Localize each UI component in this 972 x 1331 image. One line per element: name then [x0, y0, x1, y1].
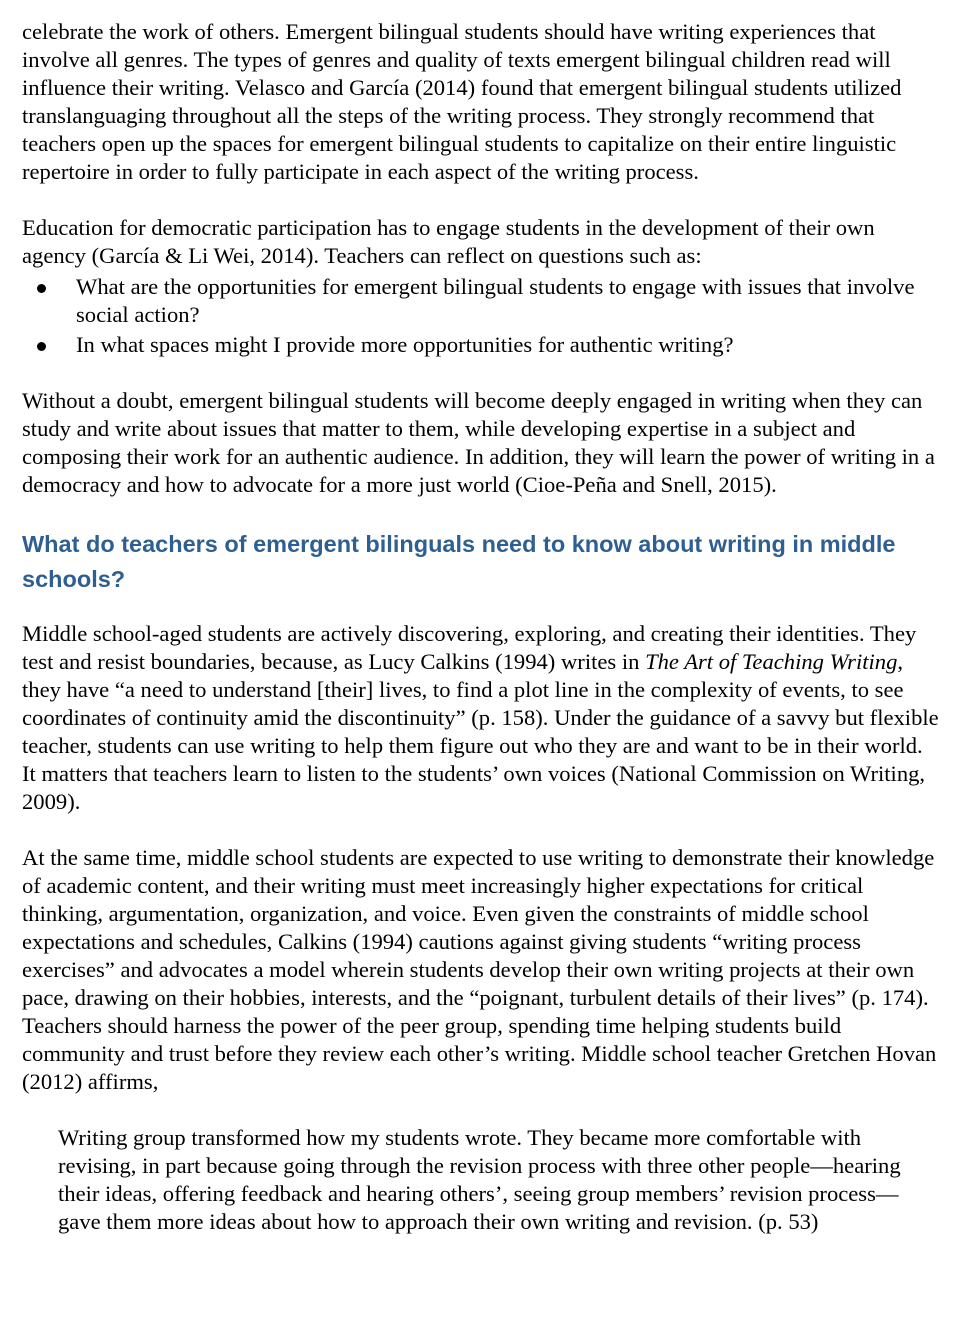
bullet-icon — [37, 284, 46, 293]
paragraph-text-end: , they have “a need to understand [their] lives, to find a plot line in the complexity of events, to see coordinates of continuity amid the discontinuity” (p. 158). Under the guidance of a savvy but flexible teacher, students can use writing to help them figure out who they are and want to be in their world. It matters that teachers learn to listen to the students’ own voices (National Commission on Writing, 2009). — [22, 649, 939, 814]
section-heading: What do teachers of emergent bilinguals need to know about writing in middle schools? — [22, 531, 896, 592]
book-title: The Art of Teaching Writing — [645, 649, 898, 674]
block-quote: Writing group transformed how my students wrote. They became more comfortable with revising, in part because going through the revision process with three other people—hearing their ideas, offering feedback and hearing others’, seeing group members’ revision process—gave them more ideas about how to approach their own writing and revision. (p. 53) — [58, 1125, 901, 1234]
reflection-questions-list — [22, 273, 942, 359]
paragraph-academic-expectations: At the same time, middle school students are expected to use writing to demonstrate their knowledge of academic content, and their writing must meet increasingly higher expectations for critical thinking, argumentation, organization, and voice. Even given the constraints of middle school expectations and schedules, Calkins (1994) cautions against giving students “writing process exercises” and advocates a model wherein students develop their own writing projects at their own pace, drawing on their hobbies, interests, and the “poignant, turbulent details of their lives” (p. 174). Teachers should harness the power of the peer group, spending time helping students build community and trust before they review each other’s writing. Middle school teacher Gretchen Hovan (2012) affirms, — [22, 845, 937, 1094]
list-item-text: In what spaces might I provide more opportunities for authentic writing? — [76, 332, 734, 357]
list-item — [22, 331, 942, 359]
paragraph-deep-engagement: Without a doubt, emergent bilingual students will become deeply engaged in writing when they can study and write about issues that matter to them, while developing expertise in a subject and composing their work for an authentic audience. In addition, they will learn the power of writing in a democracy and how to advocate for a more just world (Cioe-Peña and Snell, 2015). — [22, 388, 935, 497]
paragraph-democratic-participation: Education for democratic participation has to engage students in the development of their own agency (García & Li Wei, 2014). Teachers can reflect on questions such as: — [22, 215, 875, 268]
paragraph-genres: celebrate the work of others. Emergent bilingual students should have writing experiences that involve all genres. The types of genres and quality of texts emergent bilingual children read will influence their writing. Velasco and García (2014) found that emergent bilingual students utilized translanguaging throughout all the steps of the writing process. They strongly recommend that teachers open up the spaces for emergent bilingual students to capitalize on their entire linguistic repertoire in order to fully participate in each aspect of the writing process. — [22, 19, 902, 184]
document-page — [22, 18, 942, 1236]
list-item-text: What are the opportunities for emergent bilingual students to engage with issues that involve social action? — [76, 274, 915, 327]
paragraph-middle-school-identities — [22, 620, 942, 816]
paragraph-text-start: Middle school-aged students are actively discovering, exploring, and creating their identities. They test and resist boundaries, because, as Lucy Calkins (1994) writes in — [22, 621, 917, 674]
list-item — [22, 273, 942, 329]
bullet-icon — [37, 342, 46, 351]
